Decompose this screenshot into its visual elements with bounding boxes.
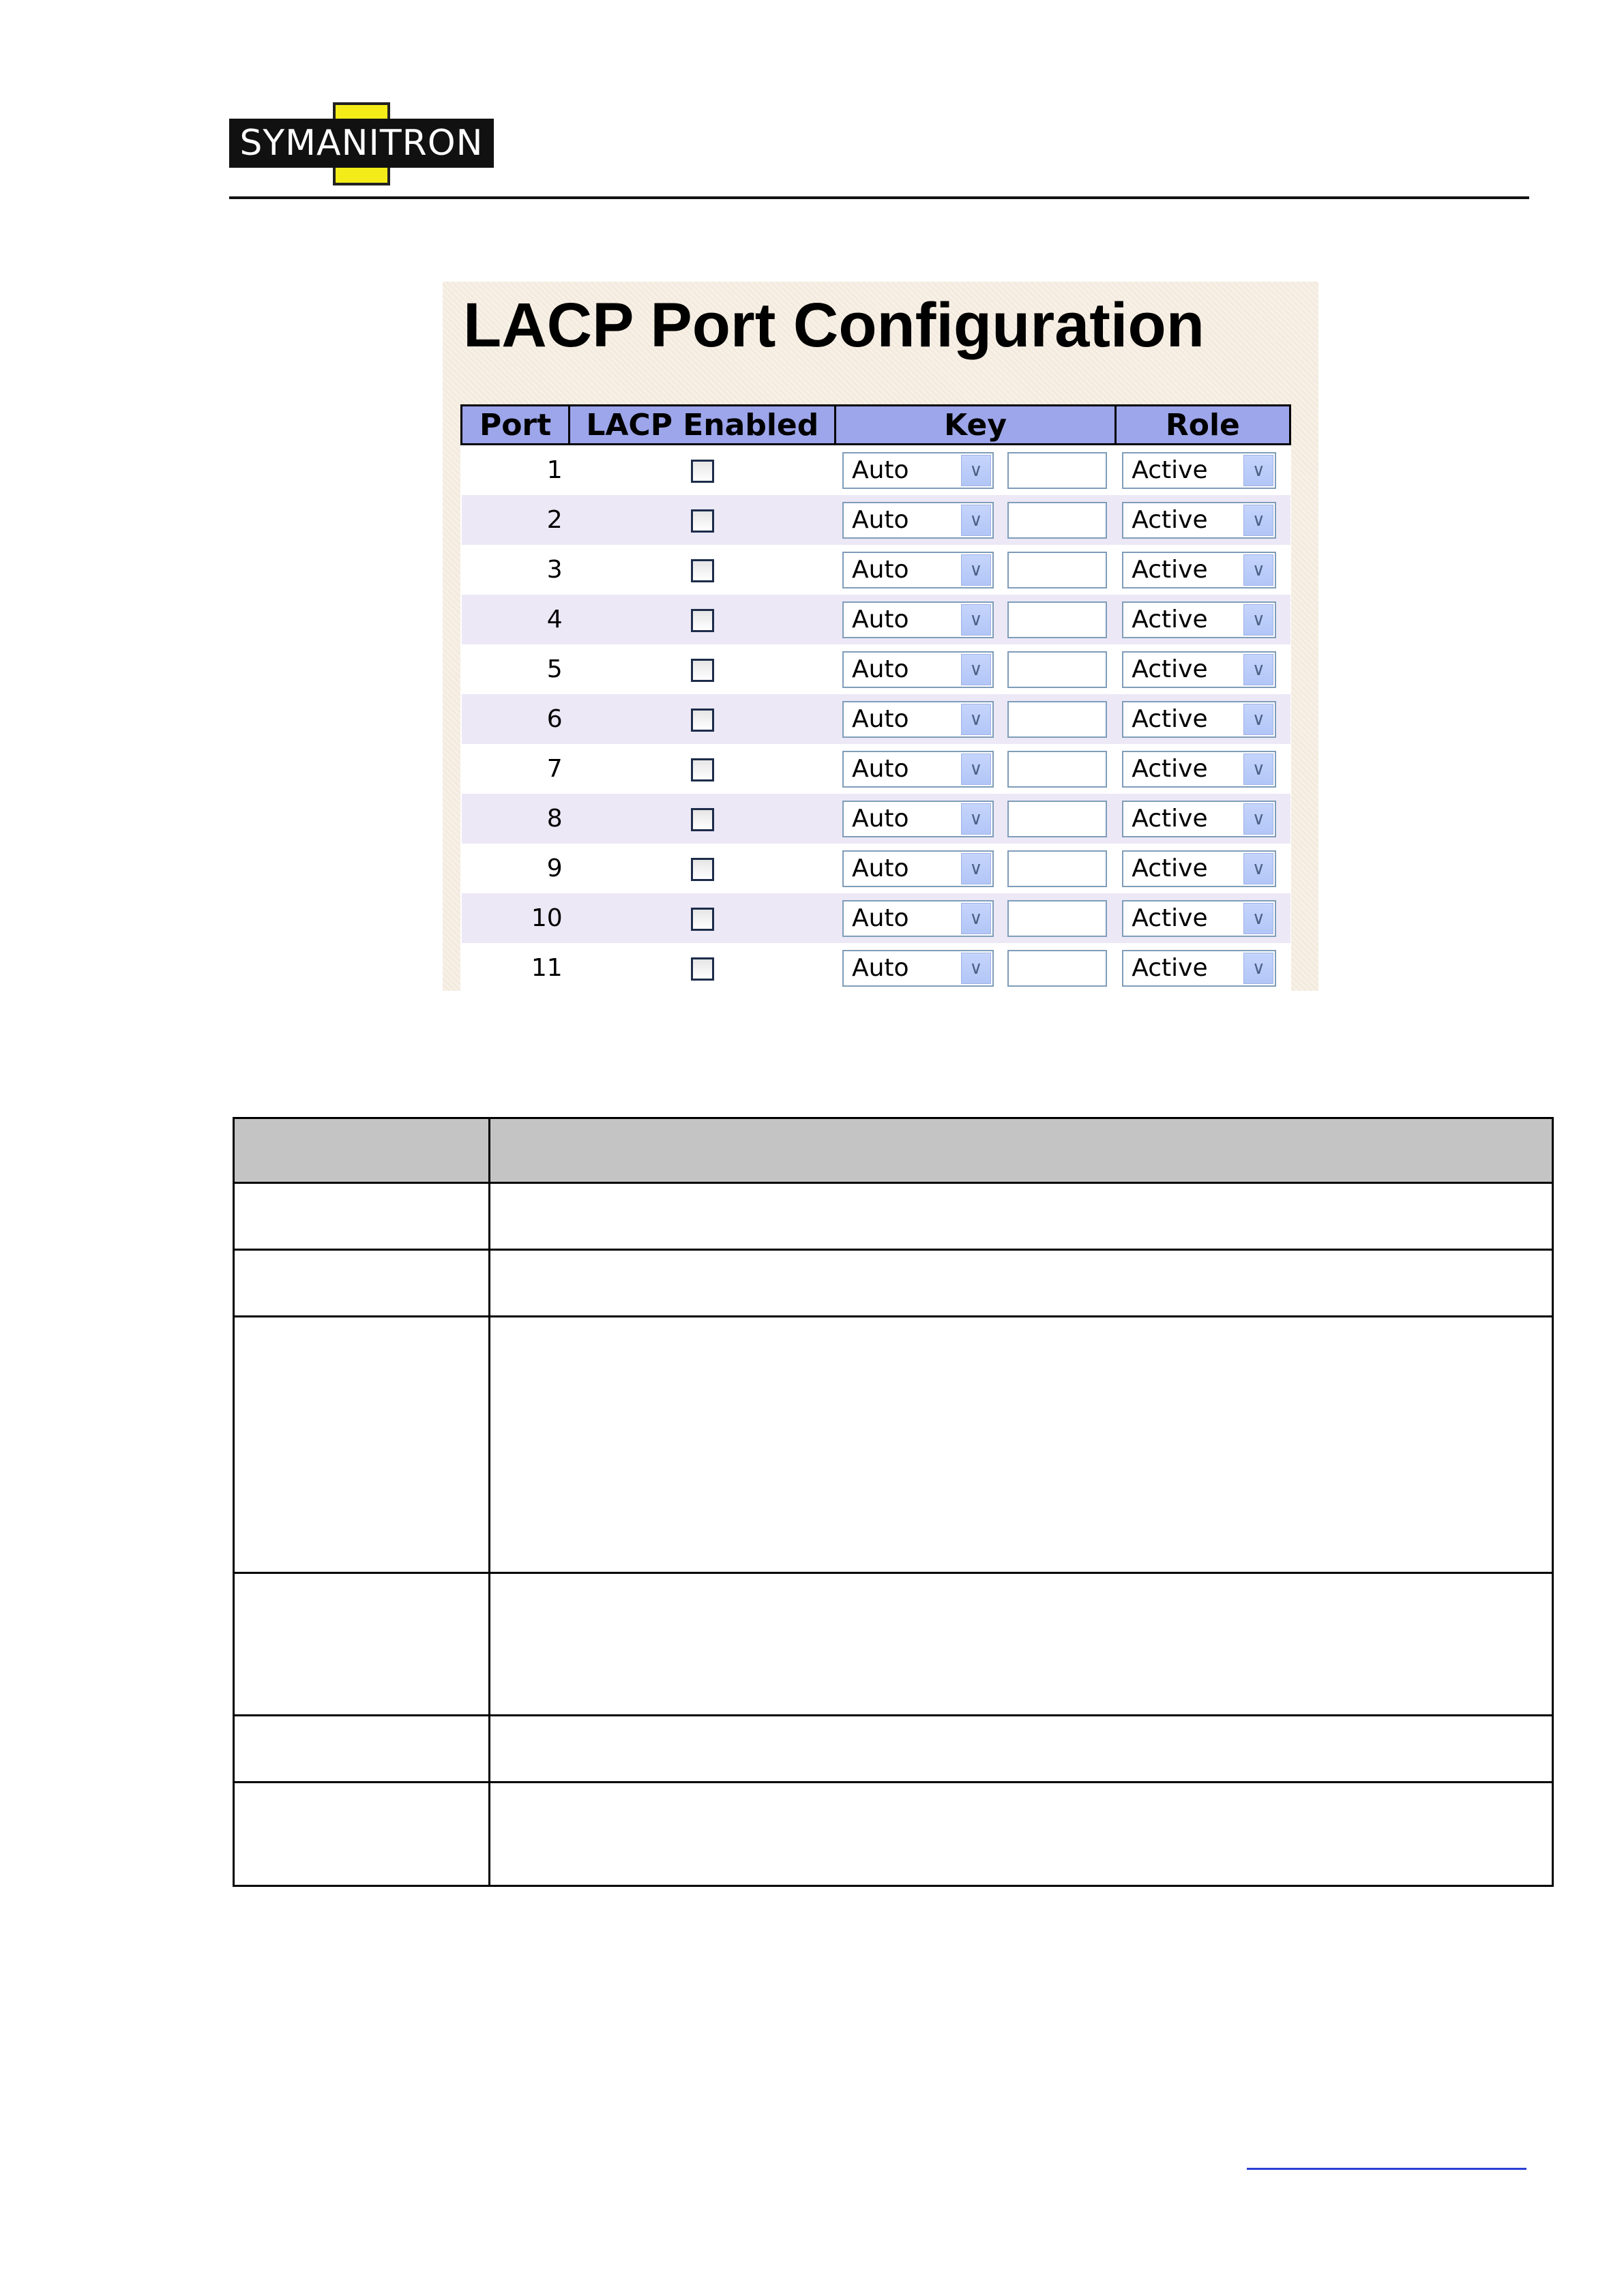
role-select[interactable] — [1122, 651, 1276, 688]
key-select[interactable] — [842, 950, 994, 987]
port-number: 2 — [462, 495, 570, 545]
table-cell — [490, 1573, 1553, 1716]
role-cell — [1115, 545, 1290, 595]
role-select[interactable] — [1122, 950, 1276, 987]
chevron-down-icon[interactable]: ∨ — [961, 953, 991, 984]
chevron-down-icon[interactable]: ∨ — [1243, 604, 1273, 636]
key-select[interactable] — [842, 601, 994, 638]
lacp-enabled-checkbox[interactable] — [691, 509, 714, 533]
port-number: 7 — [462, 744, 570, 794]
key-select[interactable] — [842, 651, 994, 688]
chevron-down-icon[interactable]: ∨ — [1243, 554, 1273, 586]
port-number: 9 — [462, 844, 570, 893]
port-number: 8 — [462, 794, 570, 844]
key-cell — [836, 445, 1115, 496]
port-number: 4 — [462, 595, 570, 644]
role-select-value: Active — [1132, 754, 1208, 783]
key-select[interactable] — [842, 502, 994, 539]
key-select[interactable] — [842, 552, 994, 588]
chevron-down-icon[interactable]: ∨ — [961, 754, 991, 785]
role-select-value: Active — [1132, 555, 1208, 584]
port-number: 1 — [462, 445, 570, 496]
chevron-down-icon[interactable]: ∨ — [1243, 455, 1273, 486]
logo-text: SYMANITRON — [239, 123, 484, 164]
role-cell — [1115, 893, 1290, 943]
lacp-enabled-checkbox[interactable] — [691, 559, 714, 582]
lacp-enabled-cell — [570, 545, 836, 595]
key-select-value: Auto — [851, 555, 909, 584]
chevron-down-icon[interactable]: ∨ — [1243, 704, 1273, 735]
chevron-down-icon[interactable]: ∨ — [961, 554, 991, 586]
key-value-input[interactable] — [1007, 452, 1107, 489]
role-select[interactable] — [1122, 552, 1276, 588]
parameter-description-table — [233, 1117, 1554, 1887]
role-select-value: Active — [1132, 505, 1208, 534]
lacp-enabled-checkbox[interactable] — [691, 957, 714, 981]
key-cell — [836, 495, 1115, 545]
brand-logo — [229, 102, 494, 185]
table-row — [462, 694, 1290, 744]
port-number: 5 — [462, 644, 570, 694]
chevron-down-icon[interactable]: ∨ — [961, 455, 991, 486]
table-row — [462, 545, 1290, 595]
chevron-down-icon[interactable]: ∨ — [1243, 953, 1273, 984]
key-select[interactable] — [842, 701, 994, 738]
role-cell — [1115, 744, 1290, 794]
key-value-input[interactable] — [1007, 502, 1107, 539]
table-row — [462, 943, 1290, 991]
table-row — [462, 893, 1290, 943]
port-number: 3 — [462, 545, 570, 595]
key-select-value: Auto — [851, 456, 909, 484]
key-select[interactable] — [842, 801, 994, 837]
chevron-down-icon[interactable]: ∨ — [961, 853, 991, 884]
table-cell — [490, 1716, 1553, 1783]
role-select[interactable] — [1122, 850, 1276, 887]
table-cell — [490, 1783, 1553, 1886]
key-cell — [836, 644, 1115, 694]
chevron-down-icon[interactable]: ∨ — [961, 654, 991, 685]
role-select[interactable] — [1122, 900, 1276, 937]
role-cell — [1115, 844, 1290, 893]
header-cell — [490, 1118, 1553, 1183]
table-row — [462, 644, 1290, 694]
role-select-value: Active — [1132, 804, 1208, 833]
table-cell — [234, 1783, 490, 1886]
chevron-down-icon[interactable]: ∨ — [1243, 853, 1273, 884]
lacp-enabled-cell — [570, 495, 836, 545]
key-value-input[interactable] — [1007, 651, 1107, 688]
header-divider — [229, 196, 1529, 199]
key-cell — [836, 545, 1115, 595]
role-cell — [1115, 644, 1290, 694]
role-cell — [1115, 943, 1290, 991]
role-cell — [1115, 794, 1290, 844]
lacp-enabled-cell — [570, 595, 836, 644]
table-row — [462, 794, 1290, 844]
role-select[interactable] — [1122, 801, 1276, 837]
lacp-enabled-cell — [570, 844, 836, 893]
lacp-enabled-cell — [570, 744, 836, 794]
key-select[interactable] — [842, 850, 994, 887]
key-cell — [836, 694, 1115, 744]
port-number: 6 — [462, 694, 570, 744]
key-value-input[interactable] — [1007, 900, 1107, 937]
column-header-port: Port — [462, 406, 570, 445]
role-select-value: Active — [1132, 704, 1208, 733]
chevron-down-icon[interactable]: ∨ — [961, 704, 991, 735]
role-select-value: Active — [1132, 854, 1208, 882]
table-cell — [234, 1317, 490, 1573]
table-cell — [234, 1250, 490, 1317]
chevron-down-icon[interactable]: ∨ — [961, 803, 991, 835]
table-row — [234, 1183, 1553, 1250]
lacp-screenshot-panel — [443, 282, 1318, 991]
key-select-value: Auto — [851, 704, 909, 733]
page-title: LACP Port Configuration — [463, 290, 1205, 360]
lacp-enabled-cell — [570, 694, 836, 744]
role-select[interactable] — [1122, 751, 1276, 788]
role-cell — [1115, 694, 1290, 744]
role-cell — [1115, 595, 1290, 644]
key-select[interactable] — [842, 751, 994, 788]
table-row — [462, 595, 1290, 644]
role-select[interactable] — [1122, 701, 1276, 738]
role-select-value: Active — [1132, 456, 1208, 484]
chevron-down-icon[interactable]: ∨ — [961, 604, 991, 636]
lacp-enabled-cell — [570, 893, 836, 943]
lacp-enabled-checkbox[interactable] — [691, 908, 714, 931]
table-cell — [490, 1317, 1553, 1573]
key-value-input[interactable] — [1007, 552, 1107, 588]
role-select-value: Active — [1132, 904, 1208, 932]
key-select-value: Auto — [851, 505, 909, 534]
lacp-enabled-checkbox[interactable] — [691, 659, 714, 682]
key-select-value: Auto — [851, 655, 909, 683]
table-row — [462, 495, 1290, 545]
key-select[interactable] — [842, 452, 994, 489]
chevron-down-icon[interactable]: ∨ — [1243, 754, 1273, 785]
lacp-enabled-checkbox[interactable] — [691, 808, 714, 831]
lacp-port-rows — [462, 445, 1290, 992]
lacp-enabled-cell — [570, 943, 836, 991]
chevron-down-icon[interactable]: ∨ — [1243, 803, 1273, 835]
lacp-enabled-checkbox[interactable] — [691, 709, 714, 732]
table-row — [234, 1716, 1553, 1783]
table-header-row — [234, 1118, 1553, 1183]
chevron-down-icon[interactable]: ∨ — [1243, 654, 1273, 685]
key-cell — [836, 595, 1115, 644]
chevron-down-icon[interactable]: ∨ — [1243, 903, 1273, 934]
lacp-port-table — [460, 404, 1291, 991]
role-cell — [1115, 445, 1290, 496]
key-value-input[interactable] — [1007, 601, 1107, 638]
key-value-input[interactable] — [1007, 801, 1107, 837]
role-select-value: Active — [1132, 953, 1208, 982]
key-cell — [836, 893, 1115, 943]
key-value-input[interactable] — [1007, 950, 1107, 987]
lacp-enabled-checkbox[interactable] — [691, 609, 714, 632]
lacp-enabled-cell — [570, 644, 836, 694]
lacp-enabled-checkbox[interactable] — [691, 858, 714, 881]
table-row — [234, 1783, 1553, 1886]
key-select-value: Auto — [851, 854, 909, 882]
table-cell — [490, 1183, 1553, 1250]
key-select-value: Auto — [851, 904, 909, 932]
table-row — [462, 844, 1290, 893]
role-select[interactable] — [1122, 502, 1276, 539]
column-header-role: Role — [1115, 406, 1290, 445]
role-cell — [1115, 495, 1290, 545]
key-cell — [836, 794, 1115, 844]
table-cell — [234, 1716, 490, 1783]
column-header-lacp-enabled: LACP Enabled — [570, 406, 836, 445]
role-select-value: Active — [1132, 655, 1208, 683]
lacp-enabled-cell — [570, 794, 836, 844]
table-cell — [234, 1183, 490, 1250]
key-cell — [836, 744, 1115, 794]
header-cell — [234, 1118, 490, 1183]
lacp-enabled-checkbox[interactable] — [691, 460, 714, 483]
lacp-enabled-checkbox[interactable] — [691, 758, 714, 781]
table-cell — [234, 1573, 490, 1716]
key-select-value: Auto — [851, 953, 909, 982]
chevron-down-icon[interactable]: ∨ — [961, 505, 991, 536]
key-cell — [836, 844, 1115, 893]
role-select[interactable] — [1122, 452, 1276, 489]
key-value-input[interactable] — [1007, 751, 1107, 788]
key-select-value: Auto — [851, 754, 909, 783]
table-row — [234, 1250, 1553, 1317]
key-select-value: Auto — [851, 605, 909, 633]
role-select[interactable] — [1122, 601, 1276, 638]
port-number: 10 — [462, 893, 570, 943]
footer-link-underline[interactable] — [1247, 2168, 1526, 2170]
table-cell — [490, 1250, 1553, 1317]
lacp-enabled-cell — [570, 445, 836, 496]
chevron-down-icon[interactable]: ∨ — [1243, 505, 1273, 536]
table-row — [462, 744, 1290, 794]
table-row — [462, 445, 1290, 496]
key-value-input[interactable] — [1007, 850, 1107, 887]
chevron-down-icon[interactable]: ∨ — [961, 903, 991, 934]
key-value-input[interactable] — [1007, 701, 1107, 738]
table-row — [234, 1317, 1553, 1573]
key-cell — [836, 943, 1115, 991]
key-select-value: Auto — [851, 804, 909, 833]
table-row — [234, 1573, 1553, 1716]
port-number: 11 — [462, 943, 570, 991]
column-header-key: Key — [836, 406, 1115, 445]
role-select-value: Active — [1132, 605, 1208, 633]
key-select[interactable] — [842, 900, 994, 937]
